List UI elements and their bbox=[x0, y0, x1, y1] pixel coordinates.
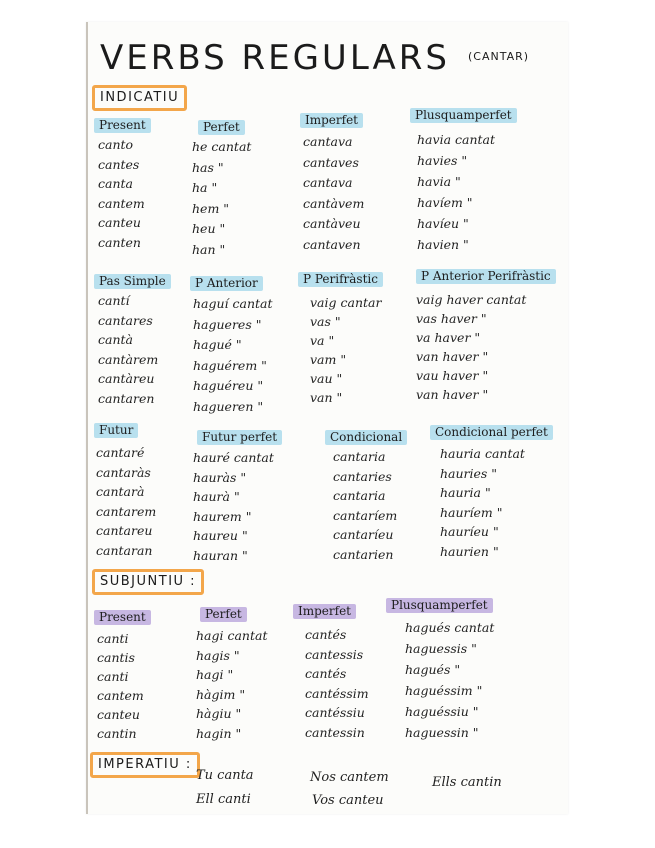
indicatiu-futur-perfet-form: haurem " bbox=[193, 509, 252, 524]
indicatiu-imperfet-form: cantaves bbox=[303, 155, 359, 170]
indicatiu-plusquamperfet-form: havia " bbox=[417, 174, 461, 189]
indicatiu-p-perifrastic-form: vas " bbox=[310, 314, 341, 329]
indicatiu-condicional-perfet-form: hauries " bbox=[440, 466, 498, 481]
subjuntiu-perfet-form: hagis " bbox=[196, 648, 240, 663]
indicatiu-p-anterior-perifrastic-form: vaig haver cantat bbox=[416, 292, 527, 307]
indicatiu-pas-simple-form: cantà bbox=[98, 332, 133, 347]
imperatiu-form: Ells cantin bbox=[432, 775, 502, 790]
subjuntiu-perfet-form: hagi cantat bbox=[196, 628, 268, 643]
indicatiu-present-form: canto bbox=[98, 137, 134, 152]
indicatiu-present-form: cantem bbox=[98, 196, 145, 211]
indicatiu-p-anterior-perifrastic-form: va haver " bbox=[416, 330, 481, 345]
page-title: VERBS REGULARS bbox=[100, 38, 451, 78]
subjuntiu-plusquamperfet-form: hagués " bbox=[405, 662, 461, 677]
indicatiu-present-form: cantes bbox=[98, 157, 140, 172]
indicatiu-condicional-form: cantaríem bbox=[333, 508, 398, 523]
subjuntiu-present-form: cantin bbox=[97, 726, 137, 741]
subjuntiu-perfet-form: hagi " bbox=[196, 667, 234, 682]
indicatiu-pas-simple-form: cantaren bbox=[98, 391, 155, 406]
indicatiu-condicional-perfet-header: Condicional perfet bbox=[430, 425, 553, 440]
indicatiu-p-anterior-perifrastic-form: vas haver " bbox=[416, 311, 487, 326]
indicatiu-pas-simple-form: cantares bbox=[98, 313, 153, 328]
subjuntiu-plusquamperfet-header: Plusquamperfet bbox=[386, 598, 493, 613]
indicatiu-perfet-form: han " bbox=[192, 242, 226, 257]
subjuntiu-imperfet-form: cantéssim bbox=[305, 686, 369, 701]
indicatiu-pas-simple-form: cantàreu bbox=[98, 371, 155, 386]
indicatiu-condicional-form: cantaria bbox=[333, 449, 386, 464]
indicatiu-plusquamperfet-form: havíem " bbox=[417, 195, 473, 210]
indicatiu-imperfet-form: cantava bbox=[303, 175, 353, 190]
imperatiu-form: Ell canti bbox=[196, 792, 251, 807]
indicatiu-imperfet-form: cantàvem bbox=[303, 196, 365, 211]
indicatiu-condicional-form: cantaria bbox=[333, 488, 386, 503]
indicatiu-futur-perfet-form: hauràs " bbox=[193, 470, 247, 485]
indicatiu-present-form: canteu bbox=[98, 215, 141, 230]
indicatiu-condicional-form: cantaries bbox=[333, 469, 392, 484]
indicatiu-futur-form: cantaran bbox=[96, 543, 153, 558]
indicatiu-p-anterior-form: haguéreu " bbox=[193, 378, 264, 393]
indicatiu-p-perifrastic-form: vau " bbox=[310, 371, 343, 386]
indicatiu-p-perifrastic-form: van " bbox=[310, 390, 343, 405]
indicatiu-p-anterior-perifrastic-form: van haver " bbox=[416, 349, 489, 364]
indicatiu-present-form: canta bbox=[98, 176, 133, 191]
subjuntiu-present-form: canti bbox=[97, 631, 129, 646]
subjuntiu-plusquamperfet-form: haguessis " bbox=[405, 641, 477, 656]
indicatiu-p-anterior-form: hagué " bbox=[193, 337, 242, 352]
subjuntiu-imperfet-form: cantés bbox=[305, 627, 347, 642]
indicatiu-futur-perfet-form: haurà " bbox=[193, 489, 240, 504]
indicatiu-plusquamperfet-header: Plusquamperfet bbox=[410, 108, 517, 123]
indicatiu-condicional-perfet-form: hauríem " bbox=[440, 505, 503, 520]
subjuntiu-plusquamperfet-form: haguessin " bbox=[405, 725, 479, 740]
subjuntiu-present-form: canteu bbox=[97, 707, 140, 722]
indicatiu-condicional-perfet-form: hauria cantat bbox=[440, 446, 525, 461]
subjuntiu-plusquamperfet-form: hagués cantat bbox=[405, 620, 495, 635]
subjuntiu-perfet-form: hagin " bbox=[196, 726, 242, 741]
subjuntiu-imperfet-form: cantés bbox=[305, 666, 347, 681]
indicatiu-p-perifrastic-form: va " bbox=[310, 333, 335, 348]
subjuntiu-perfet-header: Perfet bbox=[200, 607, 247, 622]
page-edge bbox=[86, 22, 88, 814]
indicatiu-p-perifrastic-form: vam " bbox=[310, 352, 347, 367]
indicatiu-pas-simple-form: cantí bbox=[98, 293, 130, 308]
indicatiu-pas-simple-form: cantàrem bbox=[98, 352, 159, 367]
indicatiu-imperfet-form: cantaven bbox=[303, 237, 361, 252]
indicatiu-futur-form: cantaràs bbox=[96, 465, 151, 480]
indicatiu-p-anterior-perifrastic-header: P Anterior Perifràstic bbox=[416, 269, 556, 284]
indicatiu-condicional-perfet-form: hauria " bbox=[440, 485, 491, 500]
subjuntiu-present-form: canti bbox=[97, 669, 129, 684]
subjuntiu-plusquamperfet-form: haguéssim " bbox=[405, 683, 483, 698]
indicatiu-perfet-form: hem " bbox=[192, 201, 230, 216]
subjuntiu-plusquamperfet-form: haguéssiu " bbox=[405, 704, 479, 719]
indicatiu-plusquamperfet-form: havíeu " bbox=[417, 216, 469, 231]
indicatiu-condicional-form: cantaríeu bbox=[333, 527, 394, 542]
indicatiu-futur-perfet-header: Futur perfet bbox=[197, 430, 282, 445]
indicatiu-p-anterior-form: haguí cantat bbox=[193, 296, 273, 311]
indicatiu-p-anterior-form: haguérem " bbox=[193, 358, 267, 373]
indicatiu-plusquamperfet-form: havien " bbox=[417, 237, 469, 252]
indicatiu-p-anterior-perifrastic-form: van haver " bbox=[416, 387, 489, 402]
indicatiu-plusquamperfet-form: havia cantat bbox=[417, 132, 495, 147]
indicatiu-pas-simple-header: Pas Simple bbox=[94, 274, 171, 289]
indicatiu-perfet-form: he cantat bbox=[192, 139, 252, 154]
subjuntiu-imperfet-form: cantessis bbox=[305, 647, 364, 662]
indicatiu-present-header: Present bbox=[94, 118, 151, 133]
subjuntiu-present-form: cantem bbox=[97, 688, 144, 703]
subjuntiu-imperfet-form: cantessin bbox=[305, 725, 365, 740]
section-subjuntiu: SUBJUNTIU : bbox=[92, 569, 204, 595]
indicatiu-futur-form: cantarem bbox=[96, 504, 157, 519]
indicatiu-imperfet-form: cantava bbox=[303, 134, 353, 149]
indicatiu-condicional-perfet-form: haurien " bbox=[440, 544, 499, 559]
indicatiu-condicional-form: cantarien bbox=[333, 547, 394, 562]
indicatiu-present-form: canten bbox=[98, 235, 141, 250]
indicatiu-futur-form: cantareu bbox=[96, 523, 153, 538]
imperatiu-form: Nos cantem bbox=[310, 770, 389, 785]
imperatiu-form: Tu canta bbox=[196, 768, 254, 783]
indicatiu-futur-form: cantaré bbox=[96, 445, 145, 460]
indicatiu-perfet-form: heu " bbox=[192, 221, 226, 236]
indicatiu-futur-perfet-form: haureu " bbox=[193, 528, 248, 543]
indicatiu-p-anterior-form: hagueres " bbox=[193, 317, 262, 332]
section-imperatiu: IMPERATIU : bbox=[90, 752, 200, 778]
subjuntiu-present-header: Present bbox=[94, 610, 151, 625]
indicatiu-futur-perfet-form: hauré cantat bbox=[193, 450, 274, 465]
page-subtitle: (CANTAR) bbox=[468, 50, 530, 63]
indicatiu-futur-form: cantarà bbox=[96, 484, 145, 499]
indicatiu-p-anterior-form: hagueren " bbox=[193, 399, 264, 414]
indicatiu-futur-header: Futur bbox=[94, 423, 138, 438]
subjuntiu-perfet-form: hàgim " bbox=[196, 687, 246, 702]
indicatiu-perfet-form: ha " bbox=[192, 180, 218, 195]
indicatiu-p-anterior-perifrastic-form: vau haver " bbox=[416, 368, 489, 383]
indicatiu-plusquamperfet-form: havies " bbox=[417, 153, 468, 168]
imperatiu-form: Vos canteu bbox=[312, 793, 384, 808]
indicatiu-imperfet-header: Imperfet bbox=[300, 113, 363, 128]
subjuntiu-imperfet-form: cantéssiu bbox=[305, 705, 365, 720]
indicatiu-p-perifrastic-form: vaig cantar bbox=[310, 295, 382, 310]
subjuntiu-perfet-form: hàgiu " bbox=[196, 706, 242, 721]
indicatiu-imperfet-form: cantàveu bbox=[303, 216, 361, 231]
indicatiu-futur-perfet-form: hauran " bbox=[193, 548, 248, 563]
indicatiu-condicional-header: Condicional bbox=[325, 430, 407, 445]
indicatiu-condicional-perfet-form: hauríeu " bbox=[440, 524, 499, 539]
indicatiu-perfet-form: has " bbox=[192, 160, 224, 175]
subjuntiu-present-form: cantis bbox=[97, 650, 135, 665]
subjuntiu-imperfet-header: Imperfet bbox=[293, 604, 356, 619]
indicatiu-perfet-header: Perfet bbox=[198, 120, 245, 135]
indicatiu-p-anterior-header: P Anterior bbox=[190, 276, 263, 291]
section-indicatiu: INDICATIU bbox=[92, 85, 187, 111]
indicatiu-p-perifrastic-header: P Perifràstic bbox=[298, 272, 383, 287]
